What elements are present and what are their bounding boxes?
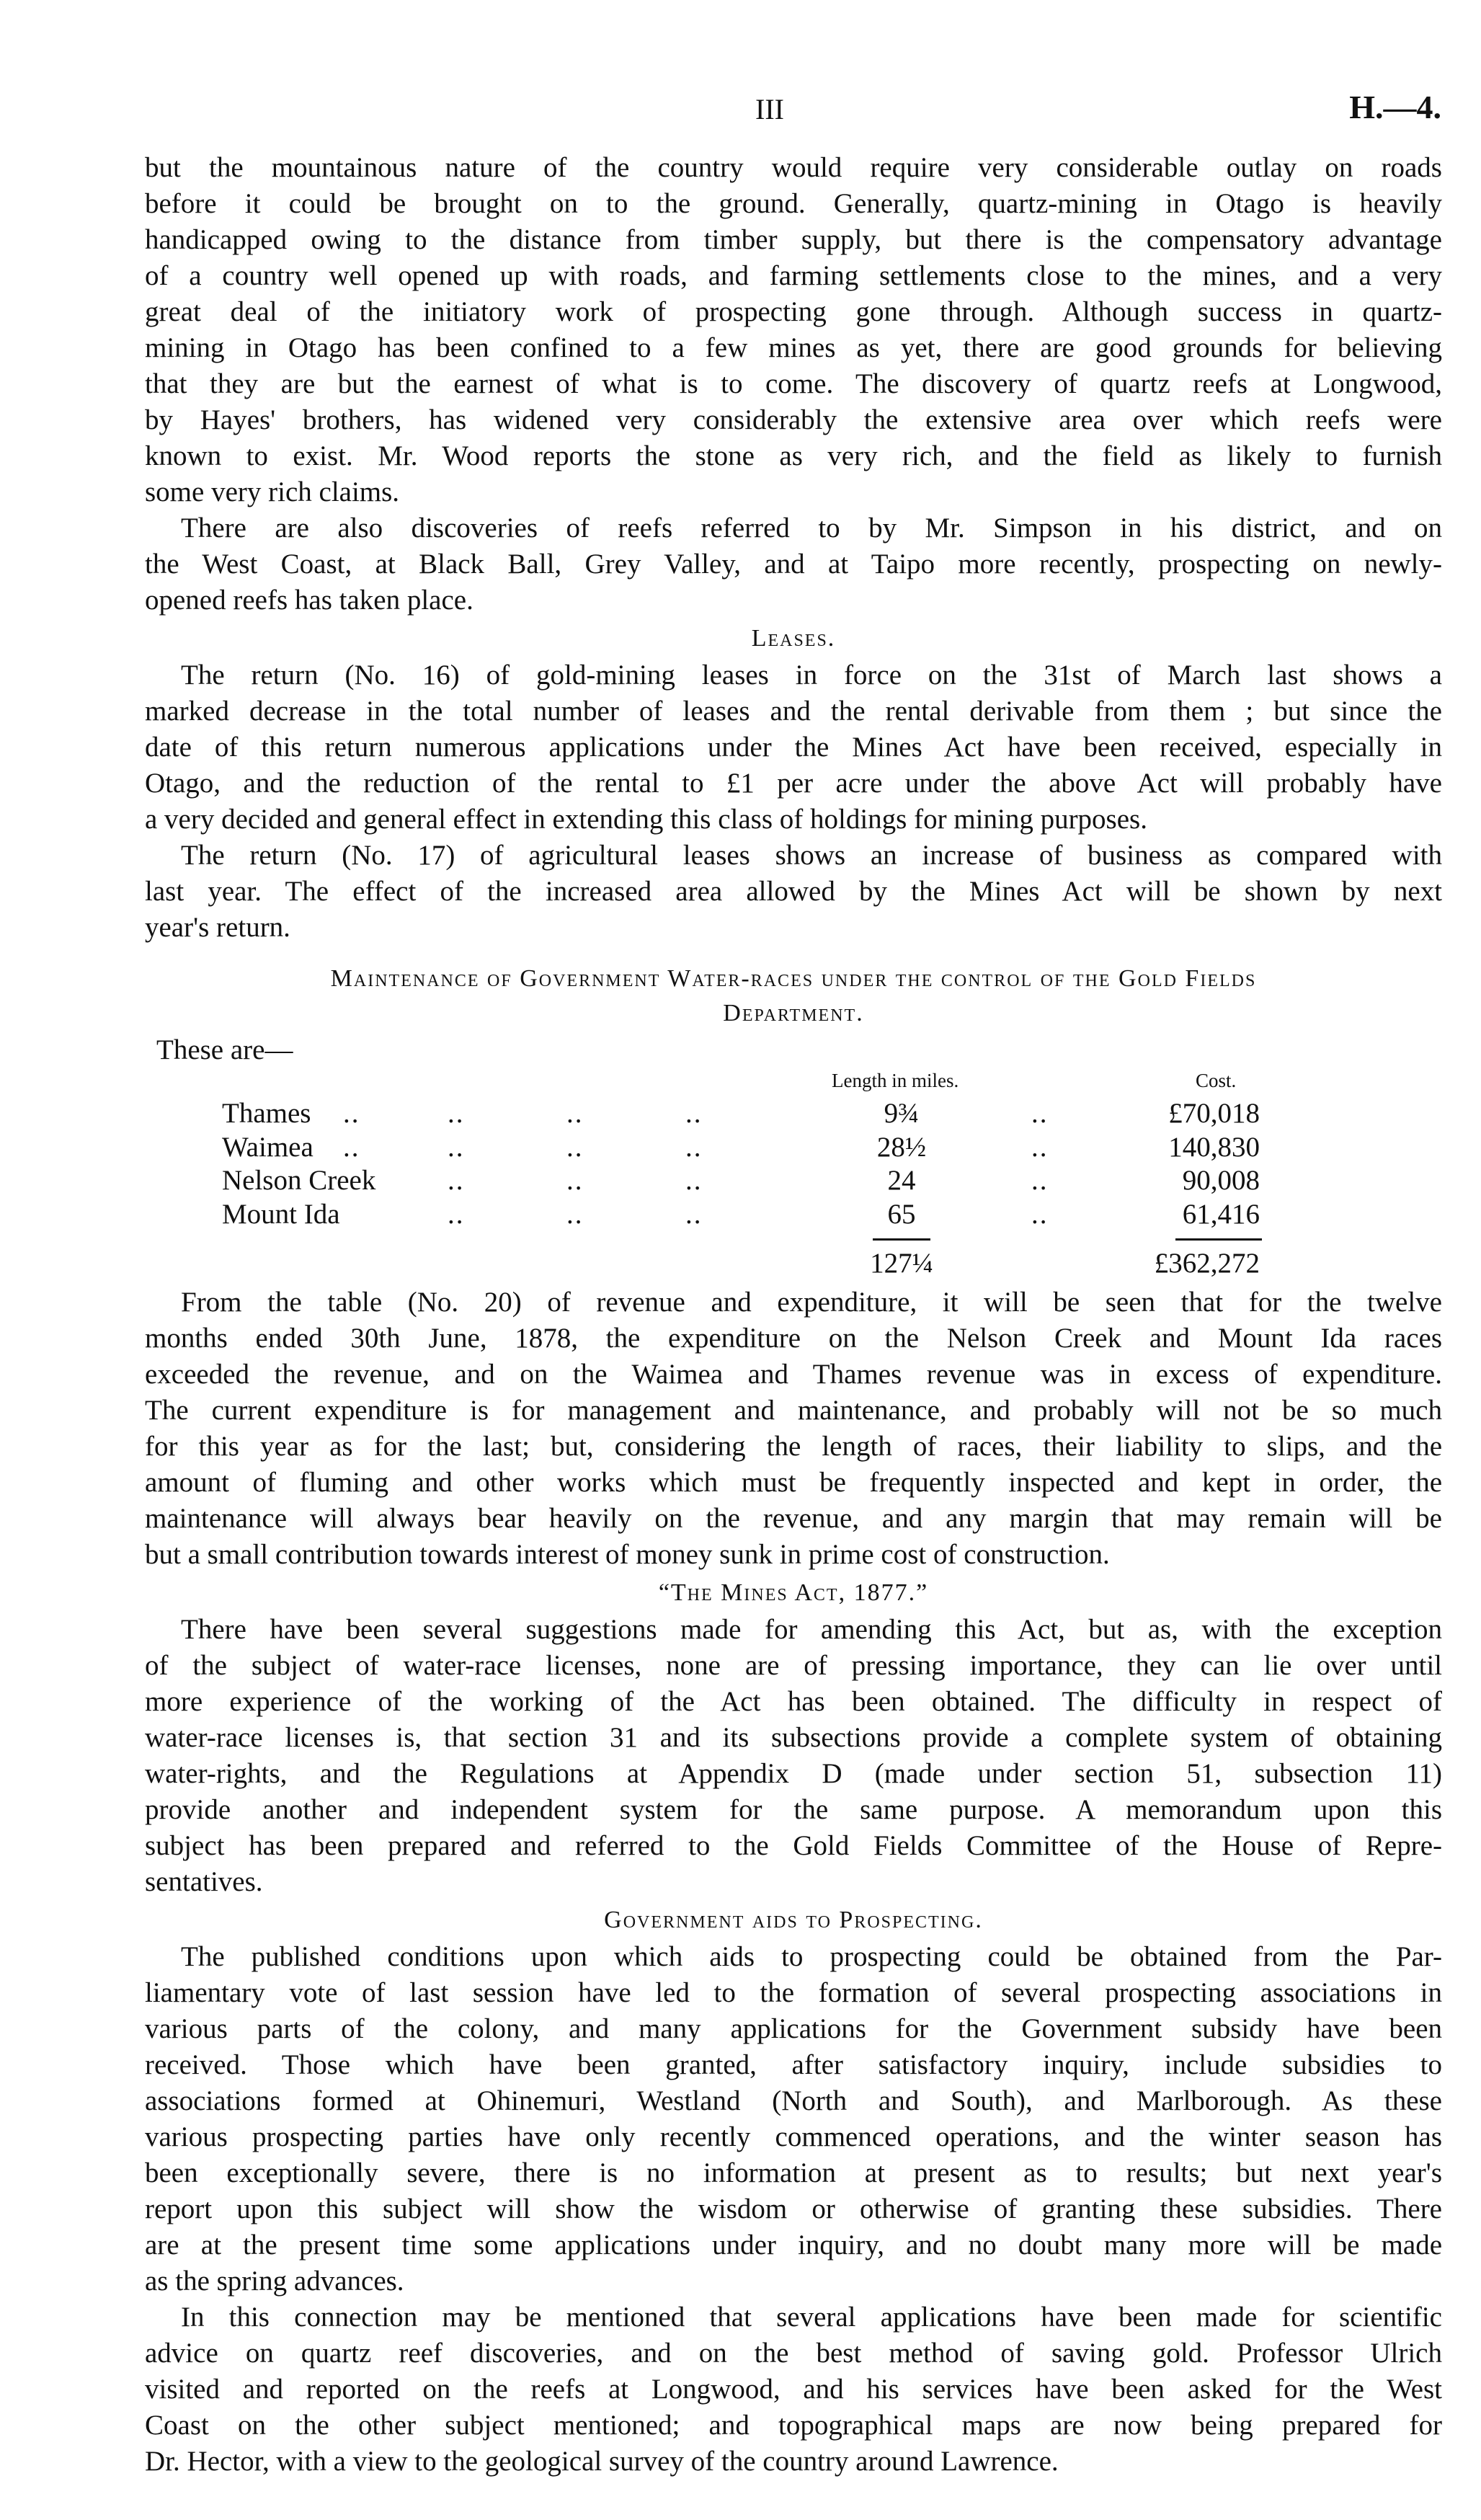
total-length: 127¼ xyxy=(870,1248,933,1279)
paragraph-line: are at the present time some applications under inquiry, and no doubt many more will be made xyxy=(145,2230,1442,2261)
race-cost: 90,008 xyxy=(1182,1165,1260,1196)
dot-leader: .. xyxy=(685,1165,703,1196)
paragraph-line: amount of fluming and other works which must be frequently inspected and kept in order, the xyxy=(145,1467,1442,1498)
paragraph-line: advice on quartz reef discoveries, and on the best method of saving gold. Professor Ulrich xyxy=(145,2338,1442,2369)
dot-leader: .. xyxy=(566,1198,584,1230)
page-number: III xyxy=(755,93,784,125)
heading-water-races-cont: Department. xyxy=(723,1000,864,1026)
paragraph-line: associations formed at Ohinemuri, Westland (North and South), and Marlborough. As these xyxy=(145,2085,1442,2116)
paragraph-line: that they are but the earnest of what is to come. The discovery of quartz reefs at Longwood, xyxy=(145,368,1442,399)
paragraph-line: of the subject of water-race licenses, none are of pressing importance, they can lie over until xyxy=(145,1650,1442,1681)
total-cost: £362,272 xyxy=(1154,1248,1260,1279)
heading-mines-act: “The Mines Act, 1877.” xyxy=(658,1579,929,1606)
paragraph-line: The current expenditure is for management and maintenance, and probably will not be so much xyxy=(145,1395,1442,1426)
paragraph-line: water-rights, and the Regulations at Appendix D (made under section 51, subsection 11) xyxy=(145,1758,1442,1789)
section-leases xyxy=(145,657,1442,946)
dot-leader: .. xyxy=(448,1131,465,1163)
paragraph-line: The return (No. 16) of gold-mining leases in force on the 31st of March last shows a xyxy=(181,660,1442,691)
section-water-races xyxy=(145,1285,1442,1573)
race-cost: 140,830 xyxy=(1168,1131,1260,1163)
paragraph-line: provide another and independent system for the same purpose. A memorandum upon this xyxy=(145,1794,1442,1825)
document-reference: H.—4. xyxy=(1349,89,1441,125)
race-name: Mount Ida xyxy=(222,1198,340,1230)
dot-leader: .. xyxy=(685,1098,703,1129)
dot-leader: .. xyxy=(448,1198,465,1230)
paragraph-line: Dr. Hector, with a view to the geological survey of the country around Lawrence. xyxy=(145,2446,1059,2477)
paragraph-line: report upon this subject will show the wisdom or otherwise of granting these subsidies. There xyxy=(145,2193,1442,2224)
paragraph-line: From the table (No. 20) of revenue and expenditure, it will be seen that for the twelve xyxy=(181,1287,1442,1318)
paragraph-line: various parts of the colony, and many applications for the Government subsidy have been xyxy=(145,2013,1442,2044)
race-name: Waimea xyxy=(222,1131,313,1163)
paragraph-line: been exceptionally severe, there is no information at present as to results; but next year's xyxy=(145,2157,1442,2188)
total-rule-length xyxy=(873,1238,930,1241)
these-are-label: These are— xyxy=(156,1034,293,1065)
dot-leader: .. xyxy=(1031,1098,1049,1129)
paragraph-line: The return (No. 17) of agricultural leases shows an increase of business as compared with xyxy=(181,840,1442,871)
paragraph-line: maintenance will always bear heavily on the revenue, and any margin that may remain will be xyxy=(145,1503,1442,1534)
race-length: 9¾ xyxy=(884,1098,920,1129)
paragraph-line: liamentary vote of last session have led to the formation of several prospecting associations in xyxy=(145,1977,1442,2008)
dot-leader: .. xyxy=(566,1165,584,1196)
dot-leader: .. xyxy=(566,1131,584,1163)
column-header-length: Length in miles. xyxy=(832,1070,959,1091)
race-cost: £70,018 xyxy=(1168,1098,1260,1129)
paragraph-line: for this year as for the last; but, considering the length of races, their liability to slips, and the xyxy=(145,1431,1442,1462)
paragraph-line: The published conditions upon which aids to prospecting could be obtained from the Par- xyxy=(181,1941,1442,1972)
dot-leader: .. xyxy=(448,1098,465,1129)
heading-leases: Leases. xyxy=(751,625,836,652)
race-cost: 61,416 xyxy=(1182,1198,1260,1230)
dot-leader: .. xyxy=(343,1131,360,1163)
paragraph-line: handicapped owing to the distance from timber supply, but there is the compensatory advantage xyxy=(145,224,1442,255)
paragraph-line: before it could be brought on to the ground. Generally, quartz-mining in Otago is heavily xyxy=(145,188,1442,219)
race-name: Nelson Creek xyxy=(222,1165,376,1196)
paragraph-line: great deal of the initiatory work of prospecting gone through. Although success in quartz- xyxy=(145,296,1442,327)
table-row xyxy=(145,1164,1442,1197)
table-total-row xyxy=(145,1247,1442,1280)
paragraph-line: subject has been prepared and referred to the Gold Fields Committee of the House of Repre- xyxy=(145,1830,1442,1861)
race-length: 28½ xyxy=(876,1131,927,1163)
paragraph-line: more experience of the working of the Act has been obtained. The difficulty in respect of xyxy=(145,1686,1442,1717)
total-rule-cost xyxy=(1175,1238,1262,1241)
race-name: Thames xyxy=(222,1098,311,1129)
paragraph-line: There are also discoveries of reefs referred to by Mr. Simpson in his district, and on xyxy=(181,513,1442,544)
paragraph-line: known to exist. Mr. Wood reports the stone as very rich, and the field as likely to furnish xyxy=(145,440,1442,471)
dot-leader: .. xyxy=(1031,1165,1049,1196)
paragraph-line: months ended 30th June, 1878, the expenditure on the Nelson Creek and Mount Ida races xyxy=(145,1323,1442,1354)
dot-leader: .. xyxy=(685,1198,703,1230)
section-prospecting-aids xyxy=(145,1939,1442,2480)
paragraph-line: by Hayes' brothers, has widened very considerably the extensive area over which reefs were xyxy=(145,404,1442,435)
table-row xyxy=(145,1097,1442,1130)
paragraph-line: Coast on the other subject mentioned; and topographical maps are now being prepared for xyxy=(145,2410,1442,2441)
page-body xyxy=(145,150,1442,2480)
section-mines-act xyxy=(145,1612,1442,1900)
paragraph-line: as the spring advances. xyxy=(145,2266,404,2297)
water-races-table xyxy=(145,1068,1442,1285)
race-length: 24 xyxy=(887,1165,916,1196)
paragraph-line: various prospecting parties have only recently commenced operations, and the winter season has xyxy=(145,2121,1442,2152)
paragraph-line: some very rich claims. xyxy=(145,476,400,507)
paragraph-line: marked decrease in the total number of leases and the rental derivable from them ; but since the xyxy=(145,696,1442,727)
paragraph-line: but a small contribution towards interest of money sunk in prime cost of construction. xyxy=(145,1539,1110,1570)
paragraph-line: mining in Otago has been confined to a few mines as yet, there are good grounds for believing xyxy=(145,332,1442,363)
table-row xyxy=(145,1131,1442,1164)
paragraph-line: but the mountainous nature of the country would require very considerable outlay on roads xyxy=(145,152,1442,183)
paragraph-line: sentatives. xyxy=(145,1866,263,1897)
dot-leader: .. xyxy=(1031,1131,1049,1163)
paragraph-line: There have been several suggestions made for amending this Act, but as, with the exception xyxy=(181,1614,1442,1645)
paragraph-line: received. Those which have been granted, after satisfactory inquiry, include subsidies to xyxy=(145,2049,1442,2080)
race-length: 65 xyxy=(887,1198,916,1230)
paragraph-line: Otago, and the reduction of the rental to £1 per acre under the above Act will probably have xyxy=(145,768,1442,799)
section-intro xyxy=(145,150,1442,618)
paragraph-line: exceeded the revenue, and on the Waimea and Thames revenue was in excess of expenditure. xyxy=(145,1359,1442,1390)
heading-water-races: Maintenance of Government Water-races under the control of the Gold Fields xyxy=(330,965,1257,992)
paragraph-line: visited and reported on the reefs at Longwood, and his services have been asked for the West xyxy=(145,2374,1442,2405)
paragraph-line: water-race licenses is, that section 31 and its subsections provide a complete system of obtaining xyxy=(145,1722,1442,1753)
table-row xyxy=(145,1198,1442,1231)
paragraph-line: last year. The effect of the increased area allowed by the Mines Act will be shown by next xyxy=(145,876,1442,907)
paragraph-line: year's return. xyxy=(145,912,290,943)
dot-leader: .. xyxy=(566,1098,584,1129)
paragraph-line: In this connection may be mentioned that several applications have been made for scientific xyxy=(181,2302,1442,2333)
paragraph-line: date of this return numerous applications under the Mines Act have been received, especially in xyxy=(145,732,1442,763)
dot-leader: .. xyxy=(448,1165,465,1196)
paragraph-line: the West Coast, at Black Ball, Grey Valley, and at Taipo more recently, prospecting on newly- xyxy=(145,549,1442,580)
paragraph-line: opened reefs has taken place. xyxy=(145,585,473,616)
paragraph-line: of a country well opened up with roads, and farming settlements close to the mines, and a very xyxy=(145,260,1442,291)
paragraph-line: a very decided and general effect in extending this class of holdings for mining purposes. xyxy=(145,804,1147,835)
dot-leader: .. xyxy=(1031,1198,1049,1230)
dot-leader: .. xyxy=(343,1098,360,1129)
heading-prospecting-aids: Government aids to Prospecting. xyxy=(604,1907,983,1933)
dot-leader: .. xyxy=(685,1131,703,1163)
column-header-cost: Cost. xyxy=(1196,1070,1237,1091)
